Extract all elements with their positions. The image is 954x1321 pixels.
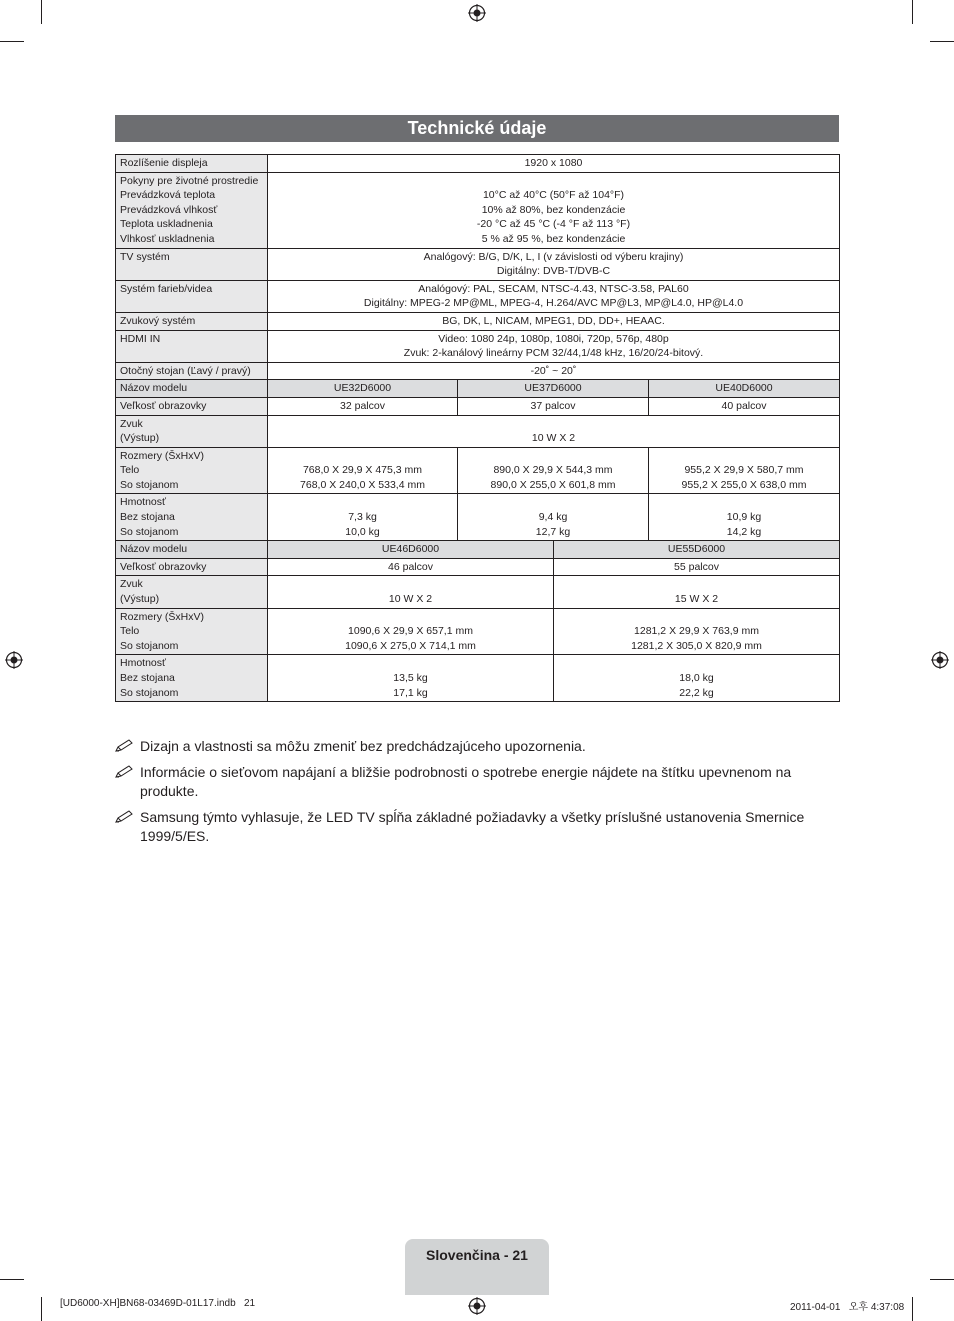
screen-size: 40 palcov [649,397,840,415]
notes-list [115,737,839,853]
crop-mark [912,0,913,24]
dimensions: 955,2 X 29,9 X 580,7 mm 955,2 X 255,0 X 638,0 mm [649,447,840,494]
pencil-note-icon [115,810,135,824]
note-item [115,763,839,801]
sound-output: 10 W X 2 [268,415,840,447]
dimensions: 768,0 X 29,9 X 475,3 mm 768,0 X 240,0 X 533,4 mm [268,447,458,494]
table-row [116,248,840,280]
sound-output: 15 W X 2 [554,576,840,608]
crop-mark [0,41,24,42]
print-slug-file: [UD6000-XH]BN68-03469D-01L17.indb 21 [60,1298,256,1309]
row-value: 1920 x 1080 [268,155,840,173]
print-slug-date: 2011-04-01 오후 4:37:08 [790,1302,905,1313]
row-label: Systém farieb/videa [116,280,268,312]
registration-mark-icon [468,4,486,22]
registration-mark-icon [931,651,949,669]
row-value: Analógový: PAL, SECAM, NTSC-4.43, NTSC-3.58, PAL60 Digitálny: MPEG-2 MP@ML, MPEG-4, H.264/AVC MP@L3, MP@L4.0, HP@L4.0 [268,280,840,312]
row-label: Veľkosť obrazovky [116,558,268,576]
row-value: Analógový: B/G, D/K, L, I (v závislosti od výberu krajiny) Digitálny: DVB-T/DVB-C [268,248,840,280]
sound-output: 10 W X 2 [268,576,554,608]
screen-size: 46 palcov [268,558,554,576]
weight: 13,5 kg 17,1 kg [268,655,554,702]
row-value: Video: 1080 24p, 1080p, 1080i, 720p, 576p, 480p Zvuk: 2-kanálový lineárny PCM 32/44,1/48 kHz, 16/20/24-bitový. [268,330,840,362]
table-row [116,558,840,576]
model-name: UE55D6000 [554,541,840,559]
row-label: Rozlíšenie displeja [116,155,268,173]
row-label: Pokyny pre životné prostredie Prevádzková teplota Prevádzková vlhkosť Teplota uskladnenia Vlhkosť uskladnenia [116,172,268,248]
weight: 18,0 kg 22,2 kg [554,655,840,702]
table-row [116,312,840,330]
crop-mark [912,1297,913,1321]
model-name: UE32D6000 [268,380,458,398]
table-row [116,280,840,312]
row-label: Názov modelu [116,380,268,398]
table-row [116,494,840,541]
table-row [116,447,840,494]
note-text: Dizajn a vlastnosti sa môžu zmeniť bez predchádzajúceho upozornenia. [140,738,586,754]
crop-mark [0,1279,24,1280]
model-name: UE40D6000 [649,380,840,398]
table-row [116,330,840,362]
dimensions: 1090,6 X 29,9 X 657,1 mm 1090,6 X 275,0 X 714,1 mm [268,608,554,655]
note-text: Informácie o sieťovom napájaní a bližšie podrobnosti o spotrebe energie nájdete na štítku upevnenom na produkte. [140,764,792,799]
page-number: Slovenčina - 21 [426,1247,528,1263]
table-row [116,172,840,248]
dimensions: 1281,2 X 29,9 X 763,9 mm 1281,2 X 305,0 X 820,9 mm [554,608,840,655]
table-row [116,541,840,559]
row-label: Hmotnosť Bez stojana So stojanom [116,655,268,702]
crop-mark [930,41,954,42]
weight: 10,9 kg 14,2 kg [649,494,840,541]
crop-mark [930,1279,954,1280]
note-item [115,808,839,846]
table-row [116,155,840,173]
row-value: -20˚ ~ 20˚ [268,362,840,380]
row-label: Rozmery (ŠxHxV) Telo So stojanom [116,447,268,494]
row-label: Rozmery (ŠxHxV) Telo So stojanom [116,608,268,655]
weight: 7,3 kg 10,0 kg [268,494,458,541]
row-label: Zvukový systém [116,312,268,330]
row-value: BG, DK, L, NICAM, MPEG1, DD, DD+, HEAAC. [268,312,840,330]
row-label: Zvuk (Výstup) [116,576,268,608]
table-row [116,576,840,608]
row-label: TV systém [116,248,268,280]
table-row [116,415,840,447]
note-text: Samsung týmto vyhlasuje, že LED TV spĺňa základné požiadavky a všetky príslušné ustanovenia Smernice 1999/5/ES. [140,809,805,844]
table-row [116,380,840,398]
registration-mark-icon [5,651,23,669]
row-label: Názov modelu [116,541,268,559]
crop-mark [41,0,42,24]
pencil-note-icon [115,765,135,779]
dimensions: 890,0 X 29,9 X 544,3 mm 890,0 X 255,0 X 601,8 mm [458,447,649,494]
row-label: Otočný stojan (Ľavý / pravý) [116,362,268,380]
screen-size: 37 palcov [458,397,649,415]
screen-size: 55 palcov [554,558,840,576]
pencil-note-icon [115,739,135,753]
spec-table [115,154,840,702]
registration-mark-icon [468,1297,486,1315]
row-label: HDMI IN [116,330,268,362]
table-row [116,655,840,702]
model-name: UE37D6000 [458,380,649,398]
note-item [115,737,839,756]
row-label: Hmotnosť Bez stojana So stojanom [116,494,268,541]
row-label: Zvuk (Výstup) [116,415,268,447]
crop-mark [41,1297,42,1321]
table-row [116,608,840,655]
model-name: UE46D6000 [268,541,554,559]
screen-size: 32 palcov [268,397,458,415]
table-row [116,362,840,380]
page-title: Technické údaje [115,115,839,142]
row-value: 10°C až 40°C (50°F až 104°F) 10% až 80%, bez kondenzácie -20 °C až 45 °C (-4 °F až 113 °F) 5 % až 95 %, bez kondenzácie [268,172,840,248]
row-label: Veľkosť obrazovky [116,397,268,415]
table-row [116,397,840,415]
weight: 9,4 kg 12,7 kg [458,494,649,541]
